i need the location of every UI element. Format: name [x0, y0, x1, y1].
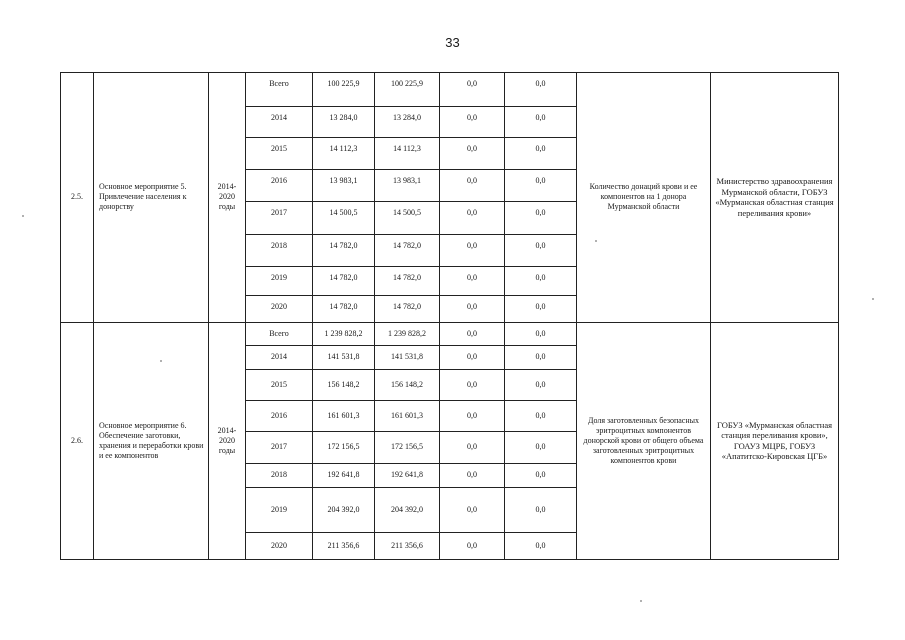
federal-budget-cell: 0,0	[440, 533, 505, 560]
regional-budget-cell: 204 392,0	[375, 488, 440, 533]
regional-budget-cell: 14 782,0	[375, 295, 440, 322]
other-sources-cell: 0,0	[505, 295, 577, 322]
other-sources-cell: 0,0	[505, 369, 577, 401]
regional-budget-cell: 211 356,6	[375, 533, 440, 560]
other-sources-cell: 0,0	[505, 346, 577, 370]
other-sources-cell: 0,0	[505, 322, 577, 346]
total-funding-cell: 211 356,6	[313, 533, 375, 560]
regional-budget-cell: 161 601,3	[375, 401, 440, 432]
year-cell: Всего	[246, 322, 313, 346]
regional-budget-cell: 192 641,8	[375, 463, 440, 488]
total-funding-cell: 141 531,8	[313, 346, 375, 370]
year-cell: 2014	[246, 346, 313, 370]
other-sources-cell: 0,0	[505, 267, 577, 296]
other-sources-cell: 0,0	[505, 201, 577, 234]
federal-budget-cell: 0,0	[440, 295, 505, 322]
year-cell: 2020	[246, 533, 313, 560]
total-funding-cell: 161 601,3	[313, 401, 375, 432]
executor: ГОБУЗ «Мурманская областная станция переливания крови», ГОАУЗ МЦРБ, ГОБУЗ «Апатитско-Кировская ЦГБ»	[711, 322, 839, 559]
total-funding-cell: 14 782,0	[313, 267, 375, 296]
other-sources-cell: 0,0	[505, 73, 577, 107]
total-funding-cell: 204 392,0	[313, 488, 375, 533]
year-cell: 2014	[246, 106, 313, 138]
regional-budget-cell: 14 500,5	[375, 201, 440, 234]
regional-budget-cell: 14 782,0	[375, 234, 440, 267]
federal-budget-cell: 0,0	[440, 401, 505, 432]
other-sources-cell: 0,0	[505, 170, 577, 202]
total-funding-cell: 172 156,5	[313, 432, 375, 464]
federal-budget-cell: 0,0	[440, 346, 505, 370]
other-sources-cell: 0,0	[505, 138, 577, 170]
year-cell: 2015	[246, 369, 313, 401]
total-funding-cell: 14 500,5	[313, 201, 375, 234]
federal-budget-cell: 0,0	[440, 234, 505, 267]
year-cell: 2016	[246, 170, 313, 202]
federal-budget-cell: 0,0	[440, 73, 505, 107]
federal-budget-cell: 0,0	[440, 106, 505, 138]
regional-budget-cell: 100 225,9	[375, 73, 440, 107]
total-funding-cell: 13 284,0	[313, 106, 375, 138]
total-funding-cell: 156 148,2	[313, 369, 375, 401]
table-row	[61, 322, 839, 346]
regional-budget-cell: 14 112,3	[375, 138, 440, 170]
scan-speck	[595, 240, 597, 242]
regional-budget-cell: 13 983,1	[375, 170, 440, 202]
year-cell: 2018	[246, 234, 313, 267]
federal-budget-cell: 0,0	[440, 138, 505, 170]
federal-budget-cell: 0,0	[440, 267, 505, 296]
other-sources-cell: 0,0	[505, 533, 577, 560]
activity-name: Основное мероприятие 5. Привлечение населения к донорству	[94, 73, 209, 323]
year-cell: 2017	[246, 432, 313, 464]
total-funding-cell: 13 983,1	[313, 170, 375, 202]
regional-budget-cell: 141 531,8	[375, 346, 440, 370]
regional-budget-cell: 1 239 828,2	[375, 322, 440, 346]
page-number: 33	[445, 35, 460, 50]
federal-budget-cell: 0,0	[440, 463, 505, 488]
regional-budget-cell: 172 156,5	[375, 432, 440, 464]
year-cell: 2016	[246, 401, 313, 432]
item-number: 2.6.	[61, 322, 94, 559]
scan-speck	[22, 215, 24, 217]
period: 2014-2020 годы	[209, 73, 246, 323]
table-row	[61, 73, 839, 107]
year-cell: Всего	[246, 73, 313, 107]
other-sources-cell: 0,0	[505, 463, 577, 488]
regional-budget-cell: 13 284,0	[375, 106, 440, 138]
year-cell: 2019	[246, 267, 313, 296]
year-cell: 2015	[246, 138, 313, 170]
federal-budget-cell: 0,0	[440, 322, 505, 346]
total-funding-cell: 1 239 828,2	[313, 322, 375, 346]
total-funding-cell: 100 225,9	[313, 73, 375, 107]
scan-speck	[872, 298, 874, 300]
total-funding-cell: 14 782,0	[313, 295, 375, 322]
activity-name: Основное мероприятие 6. Обеспечение заготовки, хранения и переработки крови и ее компонентов	[94, 322, 209, 559]
year-cell: 2020	[246, 295, 313, 322]
total-funding-cell: 14 782,0	[313, 234, 375, 267]
other-sources-cell: 0,0	[505, 234, 577, 267]
year-cell: 2017	[246, 201, 313, 234]
federal-budget-cell: 0,0	[440, 488, 505, 533]
indicator: Доля заготовленных безопасных эритроцитных компонентов донорской крови от общего объема заготовленных эритроцитных компонентов крови	[577, 322, 711, 559]
indicator: Количество донаций крови и ее компонентов на 1 донора Мурманской области	[577, 73, 711, 323]
scan-speck	[160, 360, 162, 362]
federal-budget-cell: 0,0	[440, 201, 505, 234]
period: 2014-2020 годы	[209, 322, 246, 559]
scan-speck	[640, 600, 642, 602]
executor: Министерство здравоохранения Мурманской области, ГОБУЗ «Мурманская областная станция переливания крови»	[711, 73, 839, 323]
program-table	[60, 72, 839, 560]
other-sources-cell: 0,0	[505, 432, 577, 464]
other-sources-cell: 0,0	[505, 488, 577, 533]
federal-budget-cell: 0,0	[440, 432, 505, 464]
regional-budget-cell: 156 148,2	[375, 369, 440, 401]
other-sources-cell: 0,0	[505, 106, 577, 138]
total-funding-cell: 14 112,3	[313, 138, 375, 170]
total-funding-cell: 192 641,8	[313, 463, 375, 488]
table-body	[61, 73, 839, 560]
year-cell: 2018	[246, 463, 313, 488]
other-sources-cell: 0,0	[505, 401, 577, 432]
federal-budget-cell: 0,0	[440, 170, 505, 202]
federal-budget-cell: 0,0	[440, 369, 505, 401]
year-cell: 2019	[246, 488, 313, 533]
item-number: 2.5.	[61, 73, 94, 323]
regional-budget-cell: 14 782,0	[375, 267, 440, 296]
